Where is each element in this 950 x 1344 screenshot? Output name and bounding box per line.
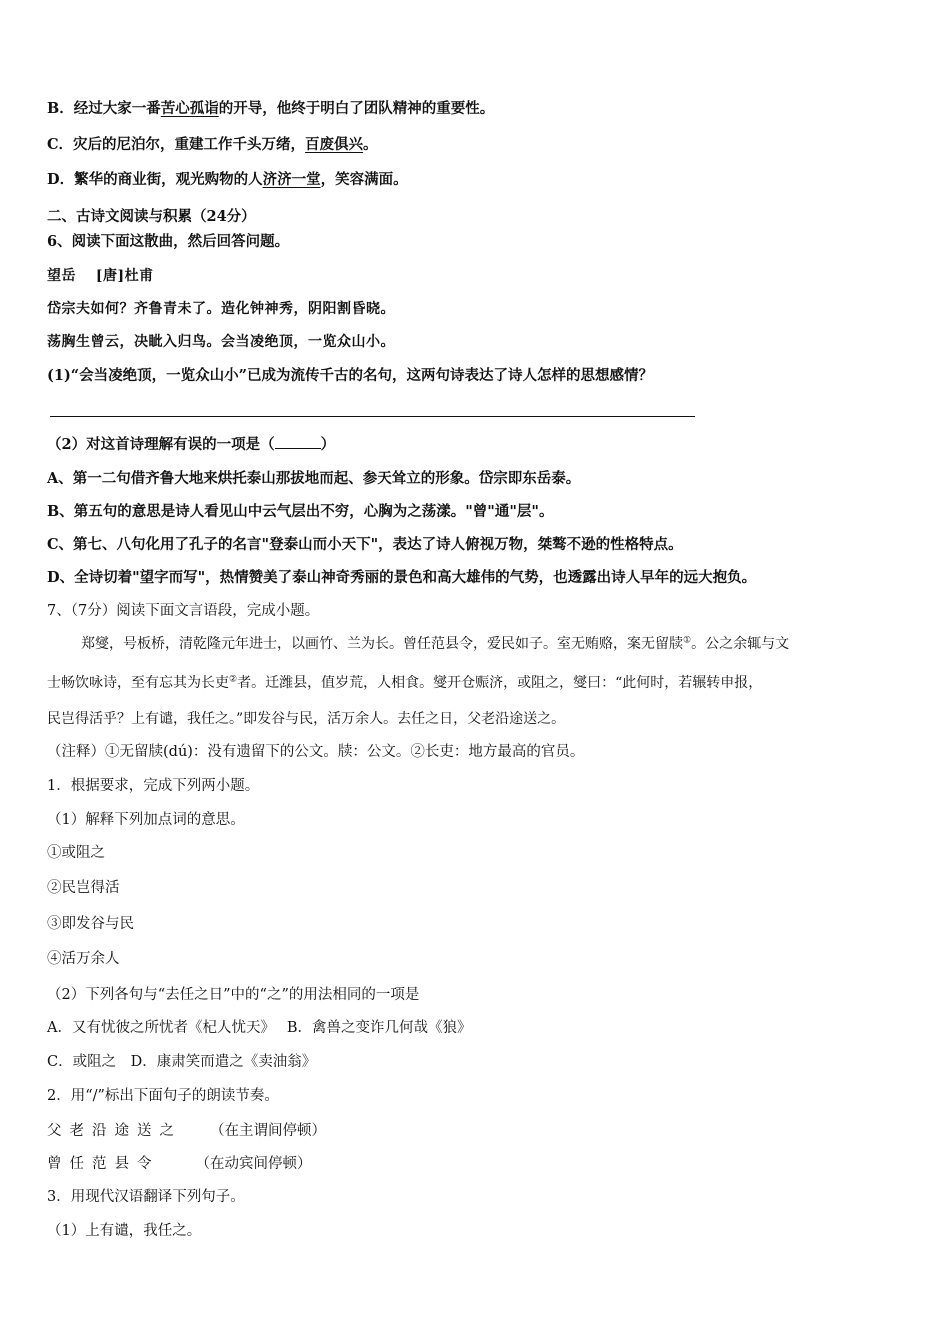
choices-ab: A．又有忧彼之所忧者《杞人忧天》 B．禽兽之变诈几何哉《狼》 (47, 1020, 472, 1036)
rhythm-sentence-1: 父老沿途送之 （在主谓间停顿） (47, 1123, 326, 1139)
list-item: ②民岂得活 (47, 880, 120, 896)
rhythm-sentence-2: 曾任范县令 （在动宾间停顿） (47, 1156, 312, 1172)
poem-line-1: 岱宗夫如何？齐鲁青未了。造化钟神秀，阴阳割昏晓。 (47, 301, 395, 317)
passage-line-1: 郑燮，号板桥，清乾隆元年进士，以画竹、兰为长。曾任范县令，爱民如子。室无贿赂，案无留牍①。公之余辄与文 (81, 635, 790, 652)
underlined-idiom: 苦心孤诣 (160, 100, 219, 117)
question-6: 6、阅读下面这散曲，然后回答问题。 (47, 233, 290, 250)
subquestion-3-1: （1）上有谴，我任之。 (47, 1223, 202, 1239)
question-6-1: (1)“会当凌绝顶，一览众山小”已成为流传千古的名句，这两句诗表达了诗人怎样的思想感情？ (47, 367, 653, 384)
section-heading: 二、古诗文阅读与积累（24分） (47, 208, 256, 225)
choice-c: C、第七、八句化用了孔子的名言"登泰山而小天下"，表达了诗人俯视万物，桀骜不逊的性格特点。 (47, 536, 683, 553)
underlined-idiom: 济济一堂 (262, 171, 321, 188)
annotation-notes: （注释）①无留牍(dú)：没有遗留下的公文。牍：公文。②长吏：地方最高的官员。 (47, 744, 585, 760)
question-7: 7、（7分）阅读下面文言语段，完成小题。 (47, 603, 320, 619)
option-d: D．繁华的商业街，观光购物的人济济一堂，笑容满面。 (47, 171, 408, 188)
list-item: ①或阻之 (47, 845, 105, 861)
subquestion-1-1: （1）解释下列加点词的意思。 (47, 812, 245, 828)
subquestion-1-2: （2）下列各句与“去任之日”中的“之”的用法相同的一项是 (47, 987, 420, 1003)
underlined-idiom: 百废俱兴 (305, 136, 364, 153)
list-item: ④活万余人 (47, 951, 120, 967)
passage-line-3: 民岂得活乎？上有谴，我任之。”即发谷与民，活万余人。去任之日，父老沿途送之。 (47, 711, 566, 727)
choices-cd: C．或阻之 D．康肃笑而遣之《卖油翁》 (47, 1054, 317, 1070)
option-b: B．经过大家一番苦心孤诣的开导，他终于明白了团队精神的重要性。 (47, 100, 495, 117)
option-c: C．灾后的尼泊尔，重建工作千头万绪，百废俱兴。 (47, 136, 378, 153)
choice-d: D、全诗切着"望字而写"，热情赞美了泰山神奇秀丽的景色和高大雄伟的气势，也透露出诗人早年的远大抱负。 (47, 569, 757, 586)
answer-blank[interactable] (275, 434, 321, 449)
subquestion-3: 3．用现代汉语翻译下列句子。 (47, 1189, 245, 1205)
choice-a: A、第一二句借齐鲁大地来烘托泰山那拔地而起、参天耸立的形象。岱宗即东岳泰。 (47, 470, 581, 487)
poem-title: 望岳 [唐]杜甫 (47, 268, 154, 284)
passage-line-2: 士畅饮咏诗，至有忘其为长吏②者。迁潍县，值岁荒，人相食。燮开仓赈济，或阻之，燮曰：“此何时，若辗转申报， (47, 674, 763, 691)
list-item: ③即发谷与民 (47, 916, 134, 932)
subquestion-2: 2．用“/”标出下面句子的朗读节奏。 (47, 1088, 279, 1104)
question-6-2: （2）对这首诗理解有误的一项是（ ） (47, 436, 336, 453)
subquestion-1: 1．根据要求，完成下列两小题。 (47, 778, 260, 794)
poem-line-2: 荡胸生曾云，决眦入归鸟。会当凌绝顶，一览众山小。 (47, 334, 395, 350)
answer-line[interactable] (50, 416, 695, 417)
choice-b: B、第五句的意思是诗人看见山中云气层出不穷，心胸为之荡漾。"曾"通"层"。 (47, 503, 554, 520)
